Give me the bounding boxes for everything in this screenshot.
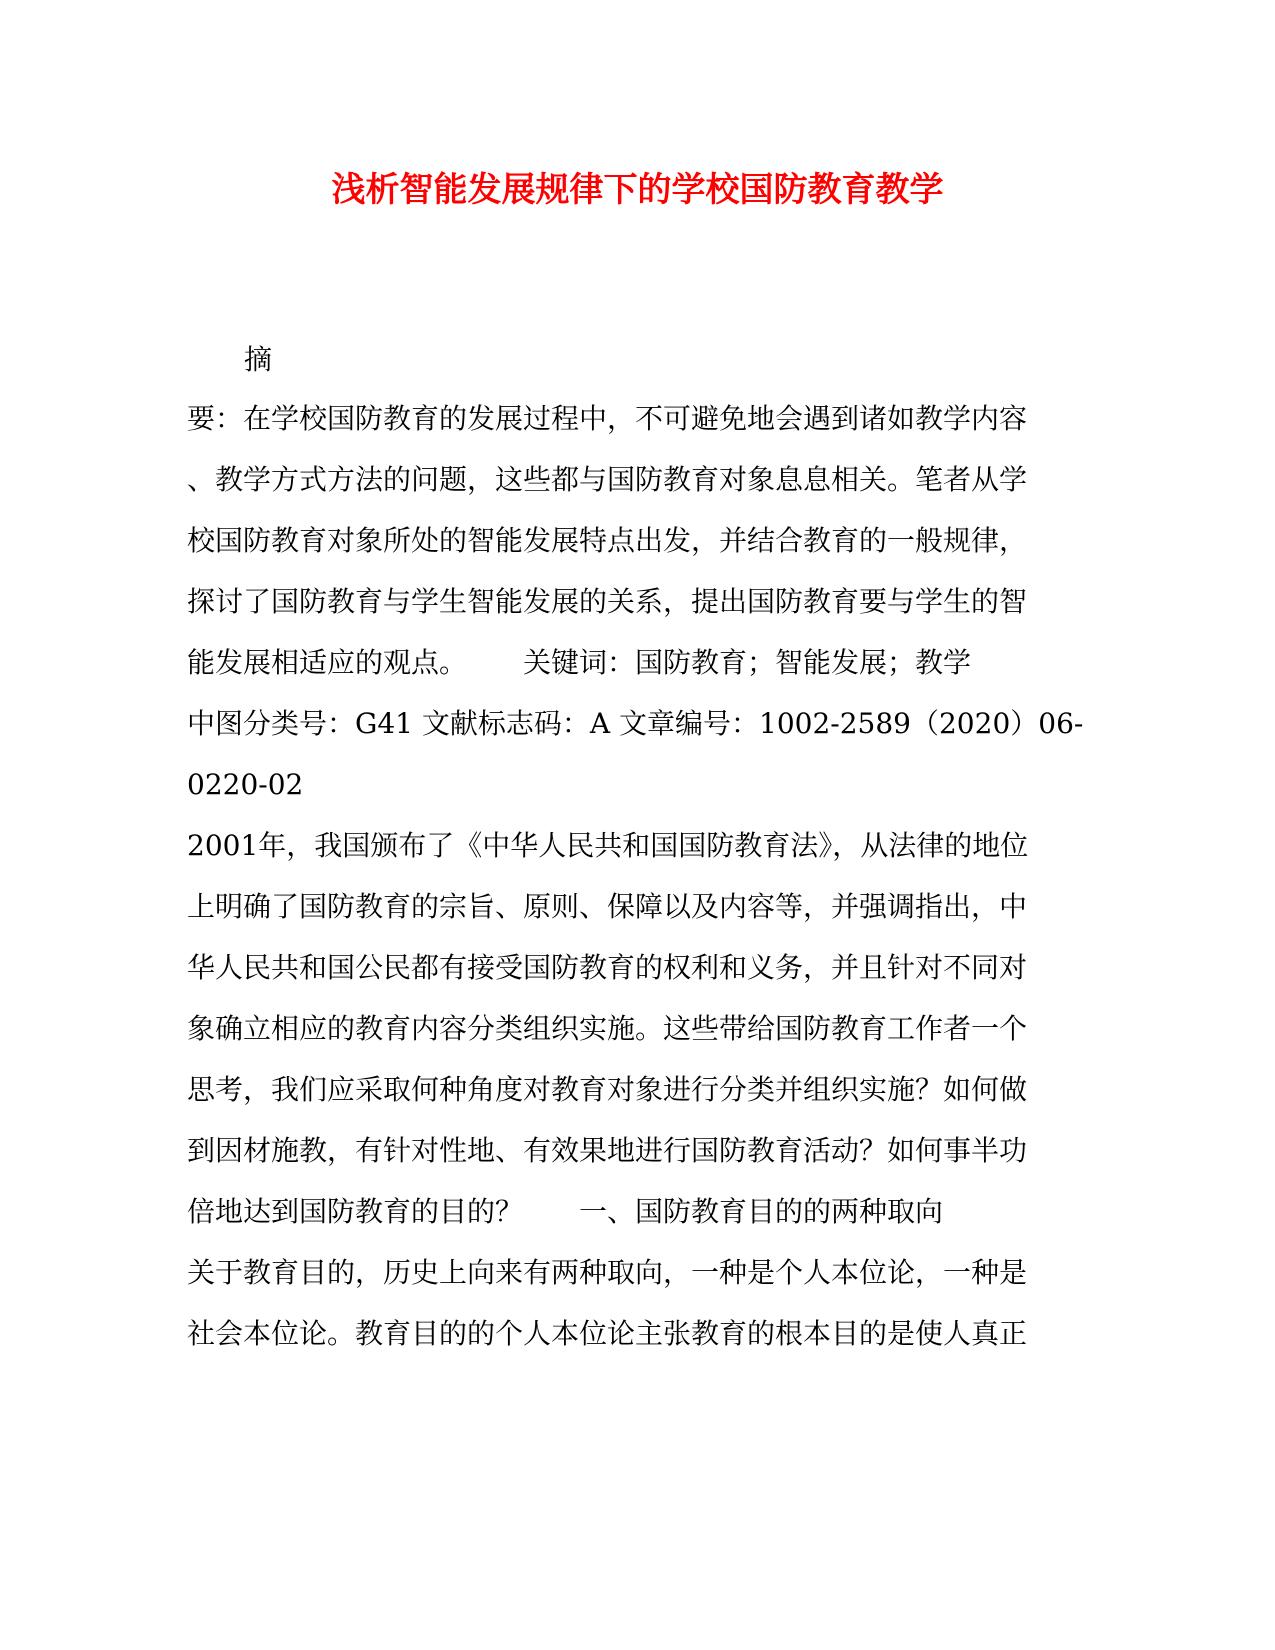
body-line: 2001年，我国颁布了《中华人民共和国国防教育法》，从法律的地位 bbox=[187, 829, 1029, 862]
body-line: 要：在学校国防教育的发展过程中，不可避免地会遇到诸如教学内容 bbox=[187, 402, 1028, 435]
classification-line: 中图分类号：G41 文献标志码：A 文章编号：1002-2589（2020）06- bbox=[187, 707, 1084, 740]
section-heading: 一、国防教育目的的两种取向 bbox=[579, 1195, 944, 1228]
body-line: 校国防教育对象所处的智能发展特点出发，并结合教育的一般规律， bbox=[187, 524, 1028, 557]
abstract-end: 能发展相适应的观点。 bbox=[187, 646, 468, 679]
body-line: 上明确了国防教育的宗旨、原则、保障以及内容等，并强调指出，中 bbox=[187, 890, 1028, 923]
body-line: 关于教育目的，历史上向来有两种取向，一种是个人本位论，一种是 bbox=[187, 1256, 1028, 1289]
body-line: 探讨了国防教育与学生智能发展的关系，提出国防教育要与学生的智 bbox=[187, 585, 1028, 618]
body-line: 华人民共和国公民都有接受国防教育的权利和义务，并且针对不同对 bbox=[187, 951, 1028, 984]
body-line: 思考，我们应采取何种角度对教育对象进行分类并组织实施？如何做 bbox=[187, 1073, 1028, 1106]
body-line-with-keywords bbox=[187, 643, 1087, 683]
body-line: 、教学方式方法的问题，这些都与国防教育对象息息相关。笔者从学 bbox=[187, 463, 1028, 496]
document-title: 浅析智能发展规律下的学校国防教育教学 bbox=[331, 170, 944, 210]
body-line: 象确立相应的教育内容分类组织实施。这些带给国防教育工作者一个 bbox=[187, 1012, 1028, 1045]
abstract-label-start: 摘 bbox=[244, 343, 273, 376]
body-line: 到因材施教，有针对性地、有效果地进行国防教育活动？如何事半功 bbox=[187, 1134, 1028, 1167]
classification-line-cont: 0220-02 bbox=[187, 768, 304, 801]
body-line-with-heading bbox=[187, 1192, 1087, 1232]
body-line: 社会本位论。教育目的的个人本位论主张教育的根本目的是使人真正 bbox=[187, 1317, 1028, 1350]
keywords: 关键词：国防教育；智能发展；教学 bbox=[523, 646, 972, 679]
paragraph-end: 倍地达到国防教育的目的？ bbox=[187, 1195, 524, 1228]
